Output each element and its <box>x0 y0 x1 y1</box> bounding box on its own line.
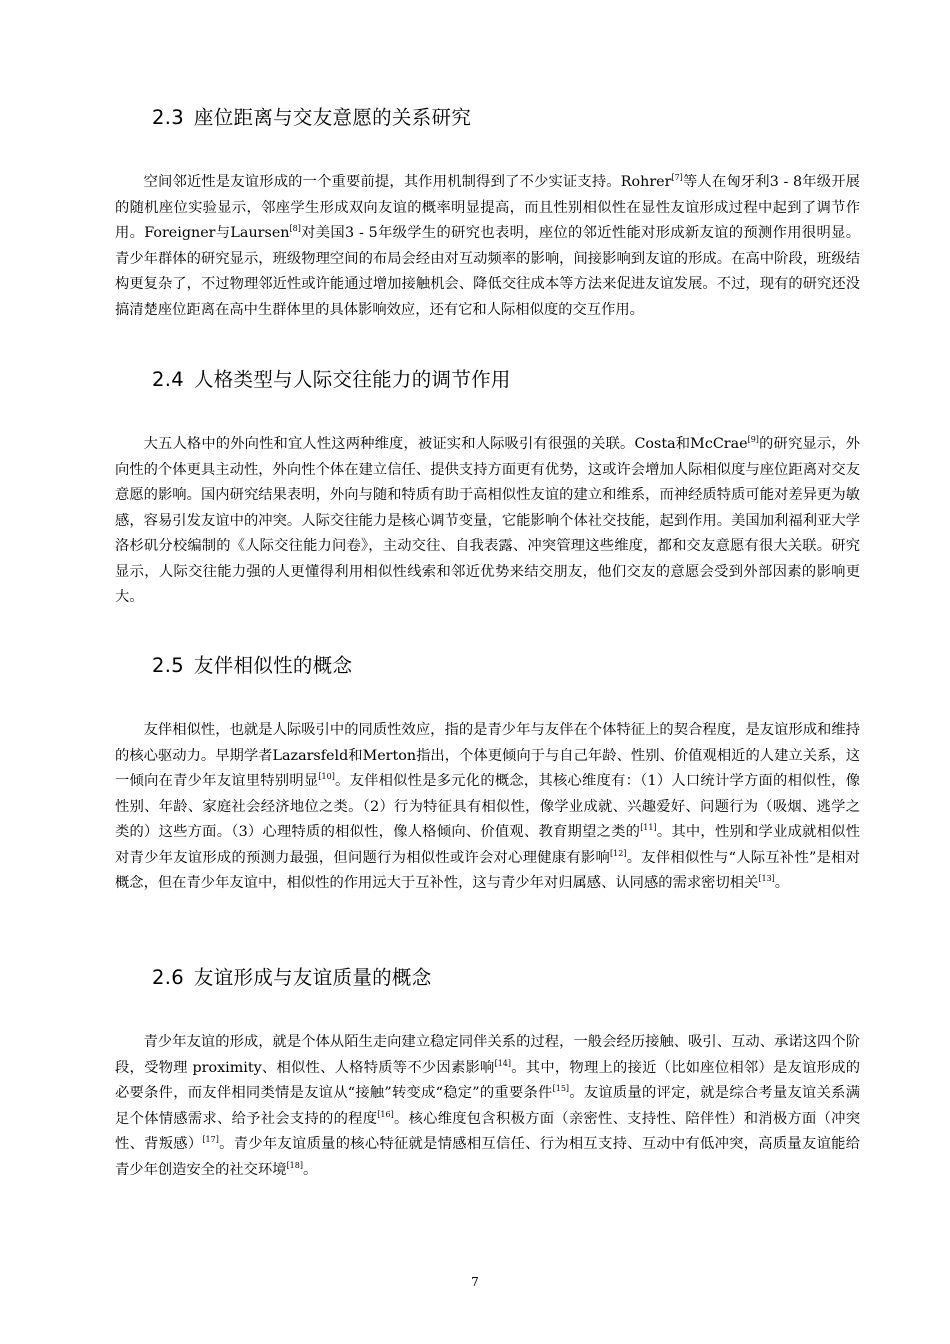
paragraph-text: 等人在匈牙利3 - 8年级开展的随机座位实验显示，邻座学生形成双向友谊的概率明显提高，而且性别相似性在显性友谊形成过程中起到了调节作用。Foreigner与Laursen <box>115 174 860 241</box>
citation-marker: [17] <box>202 1135 219 1144</box>
section-title: 友谊形成与友谊质量的概念 <box>193 966 432 989</box>
paragraph-text: 。友伴相似性是多元化的概念，其核心维度有：（1）人口统计学方面的相似性，像性别、年龄、家庭社会经济地位之类。（2）行为特征具有相似性，像学业成就、兴趣爱好、问题行为（吸烟、逃学之类的）这些方面。（3）心理特质的相似性，像人格倾向、价值观、教育期望之类的 <box>115 773 860 840</box>
page-number: 7 <box>471 1275 479 1289</box>
paragraph-text: 。友伴相似性与“人际互补性”是相对概念，但在青少年友谊中，相似性的作用远大于互补性，这与青少年对归属感、认同感的需求密切相关 <box>115 849 860 891</box>
section-number: 2.6 <box>152 966 184 989</box>
paragraph-text: 青少年友谊的形成，就是个体从陌生走向建立稳定同伴关系的过程，一般会经历接触、吸引、互动、承诺这四个阶段，受物理 proximity、相似性、人格特质等不少因素影响 <box>115 1034 860 1076</box>
paragraph-text: 。青少年友谊质量的核心特征就是情感相互信任、行为相互支持、互动中有低冲突，高质量友谊能给青少年创造安全的社交环境 <box>115 1136 861 1178</box>
paragraph-text: 对美国3 - 5年级学生的研究也表明，座位的邻近性能对形成新友谊的预测作用很明显。青少年群体的研究显示，班级物理空间的布局会经由对互动频率的影响，间接影响到友谊的形成。在高中阶段，班级结构更复杂了，不过物理邻近性或许能通过增加接触机会、降低交往成本等方法来促进友谊发展。不过，现有的研究还没搞清楚座位距离在高中生群体里的具体影响效应，还有它和人际相似度的交互作用。 <box>115 225 860 318</box>
section-heading <box>115 654 860 678</box>
section-paragraph <box>115 432 860 611</box>
citation-marker: [18] <box>286 1160 303 1170</box>
section-2-3 <box>115 106 860 323</box>
citation-marker: [7] <box>671 173 683 182</box>
paragraph-text: 友伴相似性，也就是人际吸引中的同质性效应，指的是青少年与友伴在个体特征上的契合程度，是友谊形成和维持的核心驱动力。早期学者Lazarsfeld和Merton指出，个体更倾向于与自己年龄、性别、价值观相近的人建立关系，这一倾向在青少年友谊里特别明显 <box>115 722 860 789</box>
citation-marker: [9] <box>747 435 759 444</box>
section-heading <box>115 368 860 392</box>
paragraph-text: 。核心维度包含积极方面（亲密性、支持性、陪伴性）和消极方面（冲突性、背叛感） <box>115 1110 861 1152</box>
citation-marker: [10] <box>318 772 335 781</box>
paragraph-text: 大五人格中的外向性和宜人性这两种维度，被证实和人际吸引有很强的关联。Costa和McCrae <box>143 436 748 452</box>
section-2-6 <box>115 966 860 1183</box>
section-title: 座位距离与交友意愿的关系研究 <box>193 106 472 129</box>
section-paragraph <box>115 718 860 897</box>
section-title: 人格类型与人际交往能力的调节作用 <box>193 368 511 391</box>
section-2-4 <box>115 368 860 611</box>
citation-marker: [16] <box>377 1109 394 1119</box>
section-2-5 <box>115 654 860 897</box>
section-paragraph <box>115 1030 860 1183</box>
paragraph-text: 。其中，性别和学业成就相似性对青少年友谊形成的预测力最强，但问题行为相似性或许会对心理健康有影响 <box>115 824 860 866</box>
paragraph-text: 。友谊质量的评定，就是综合考量友谊关系满足个体情感需求、给予社会支持的的程度 <box>115 1085 861 1127</box>
paragraph-text: 空间邻近性是友谊形成的一个重要前提，其作用机制得到了不少实证支持。Rohrer <box>143 174 672 190</box>
section-number: 2.5 <box>152 654 184 677</box>
citation-marker: [15] <box>552 1084 570 1093</box>
paragraph-text: 。 <box>302 1161 318 1178</box>
section-heading <box>115 966 860 990</box>
paragraph-text: 。其中，物理上的接近（比如座位相邻）是友谊形成的必要条件，而友伴相同类情是友谊从“接触”转变成“稳定”的重要条件 <box>115 1059 860 1101</box>
section-number: 2.4 <box>152 368 184 391</box>
citation-marker: [14] <box>494 1058 511 1068</box>
section-title: 友伴相似性的概念 <box>193 654 353 677</box>
citation-marker: [12] <box>610 848 627 858</box>
citation-marker: [13] <box>758 874 775 883</box>
section-heading <box>115 106 860 130</box>
paragraph-text: 的研究显示，外向性的个体更具主动性，外向性个体在建立信任、提供支持方面更有优势，这或许会增加人际相似度与座位距离对交友意愿的影响。国内研究结果表明，外向与随和特质有助于高相似性友谊的建立和维系，而神经质特质可能对差异更为敏感，容易引发友谊中的冲突。人际交往能力是核心调节变量，它能影响个体社交技能，起到作用。美国加利福利亚大学洛杉矶分校编制的《人际交往能力问卷》，主动交往、自我表露、冲突管理这些维度，都和交友意愿有很大关联。研究显示，人际交往能力强的人更懂得利用相似性线索和邻近优势来结交朋友，他们交友的意愿会受到外部因素的影响更大。 <box>115 436 860 605</box>
citation-marker: [8] <box>289 224 301 233</box>
paragraph-text: 。 <box>774 875 790 891</box>
section-number: 2.3 <box>152 106 184 129</box>
citation-marker: [11] <box>640 823 657 832</box>
section-paragraph <box>115 170 860 323</box>
